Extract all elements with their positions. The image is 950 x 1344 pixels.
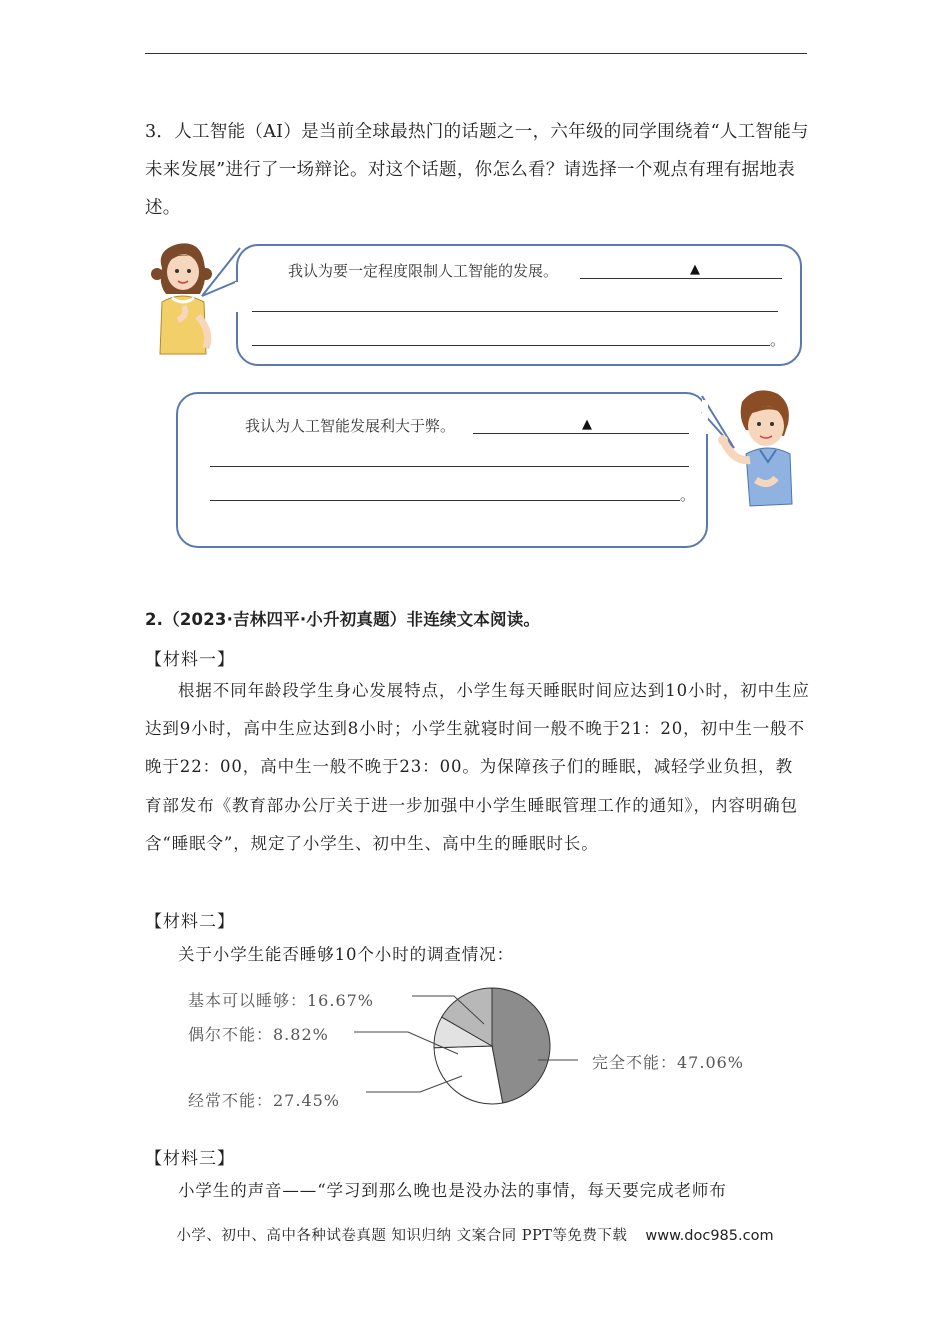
boy-illustration [712, 384, 796, 512]
bubble-2-answer-line-3[interactable] [210, 500, 680, 501]
bubble-1-answer-line-2[interactable] [252, 311, 778, 312]
pie-label-occasional: 偶尔不能：8.82% [188, 1025, 329, 1044]
header-rule [145, 53, 807, 54]
pie-slice-0 [492, 988, 550, 1103]
bubble-2-answer-line-2[interactable] [210, 466, 689, 467]
material-3-label: 【材料三】 [145, 1149, 235, 1169]
section-2-heading: 2.（2023·吉林四平·小升初真题）非连续文本阅读。 [145, 610, 541, 629]
blank-marker-triangle: ▲ [582, 417, 592, 432]
material-2-label: 【材料二】 [145, 912, 235, 932]
bubble-2-prompt: 我认为人工智能发展利大于弊。 [245, 417, 456, 435]
material-1-text: 根据不同年龄段学生身心发展特点，小学生每天睡眠时间应达到10小时，初中生应达到9小时，高中生应达到8小时；小学生就寝时间一般不晚于21：20，初中生一般不晚于22：00，高中生一般不晚于23：00。为保障孩子们的睡眠，减轻学业负担，教育部发布《教育部办公厅关于进一步加强中小学生睡眠管理工作的通知》，内容明确包含“睡眠令”，规定了小学生、初中生、高中生的睡眠时长。 [145, 681, 810, 853]
material-2-intro: 关于小学生能否睡够10个小时的调查情况： [178, 945, 514, 964]
page-footer [0, 1224, 950, 1245]
pie-label-never: 完全不能：47.06% [592, 1053, 745, 1072]
bubble-1-answer-line-3[interactable] [252, 345, 770, 346]
bubble-1-answer-line-1[interactable] [580, 278, 782, 279]
material-1-label: 【材料一】 [145, 650, 235, 670]
blank-marker-triangle: ▲ [690, 262, 700, 277]
footer-url[interactable]: www.doc985.com [645, 1228, 774, 1244]
pie-slice-1 [434, 1046, 503, 1104]
bubble-2-end-mark: 。 [680, 486, 696, 504]
question-3-text: 3．人工智能（AI）是当前全球最热门的话题之一，六年级的同学围绕着“人工智能与未来发展”进行了一场辩论。对这个话题，你怎么看？请选择一个观点有理有据地表述。 [145, 122, 809, 218]
bubble-2-answer-line-1[interactable] [473, 433, 689, 434]
bubble-1-prompt: 我认为要一定程度限制人工智能的发展。 [288, 262, 559, 280]
material-3-text: 小学生的声音——“学习到那么晚也是没办法的事情，每天要完成老师布 [178, 1181, 727, 1200]
pie-label-basic: 基本可以睡够：16.67% [188, 991, 375, 1010]
footer-text: 小学、初中、高中各种试卷真题 知识归纳 文案合同 PPT等免费下载 [176, 1228, 628, 1244]
pie-label-often: 经常不能：27.45% [188, 1091, 341, 1110]
bubble-1-end-mark: 。 [770, 331, 786, 349]
